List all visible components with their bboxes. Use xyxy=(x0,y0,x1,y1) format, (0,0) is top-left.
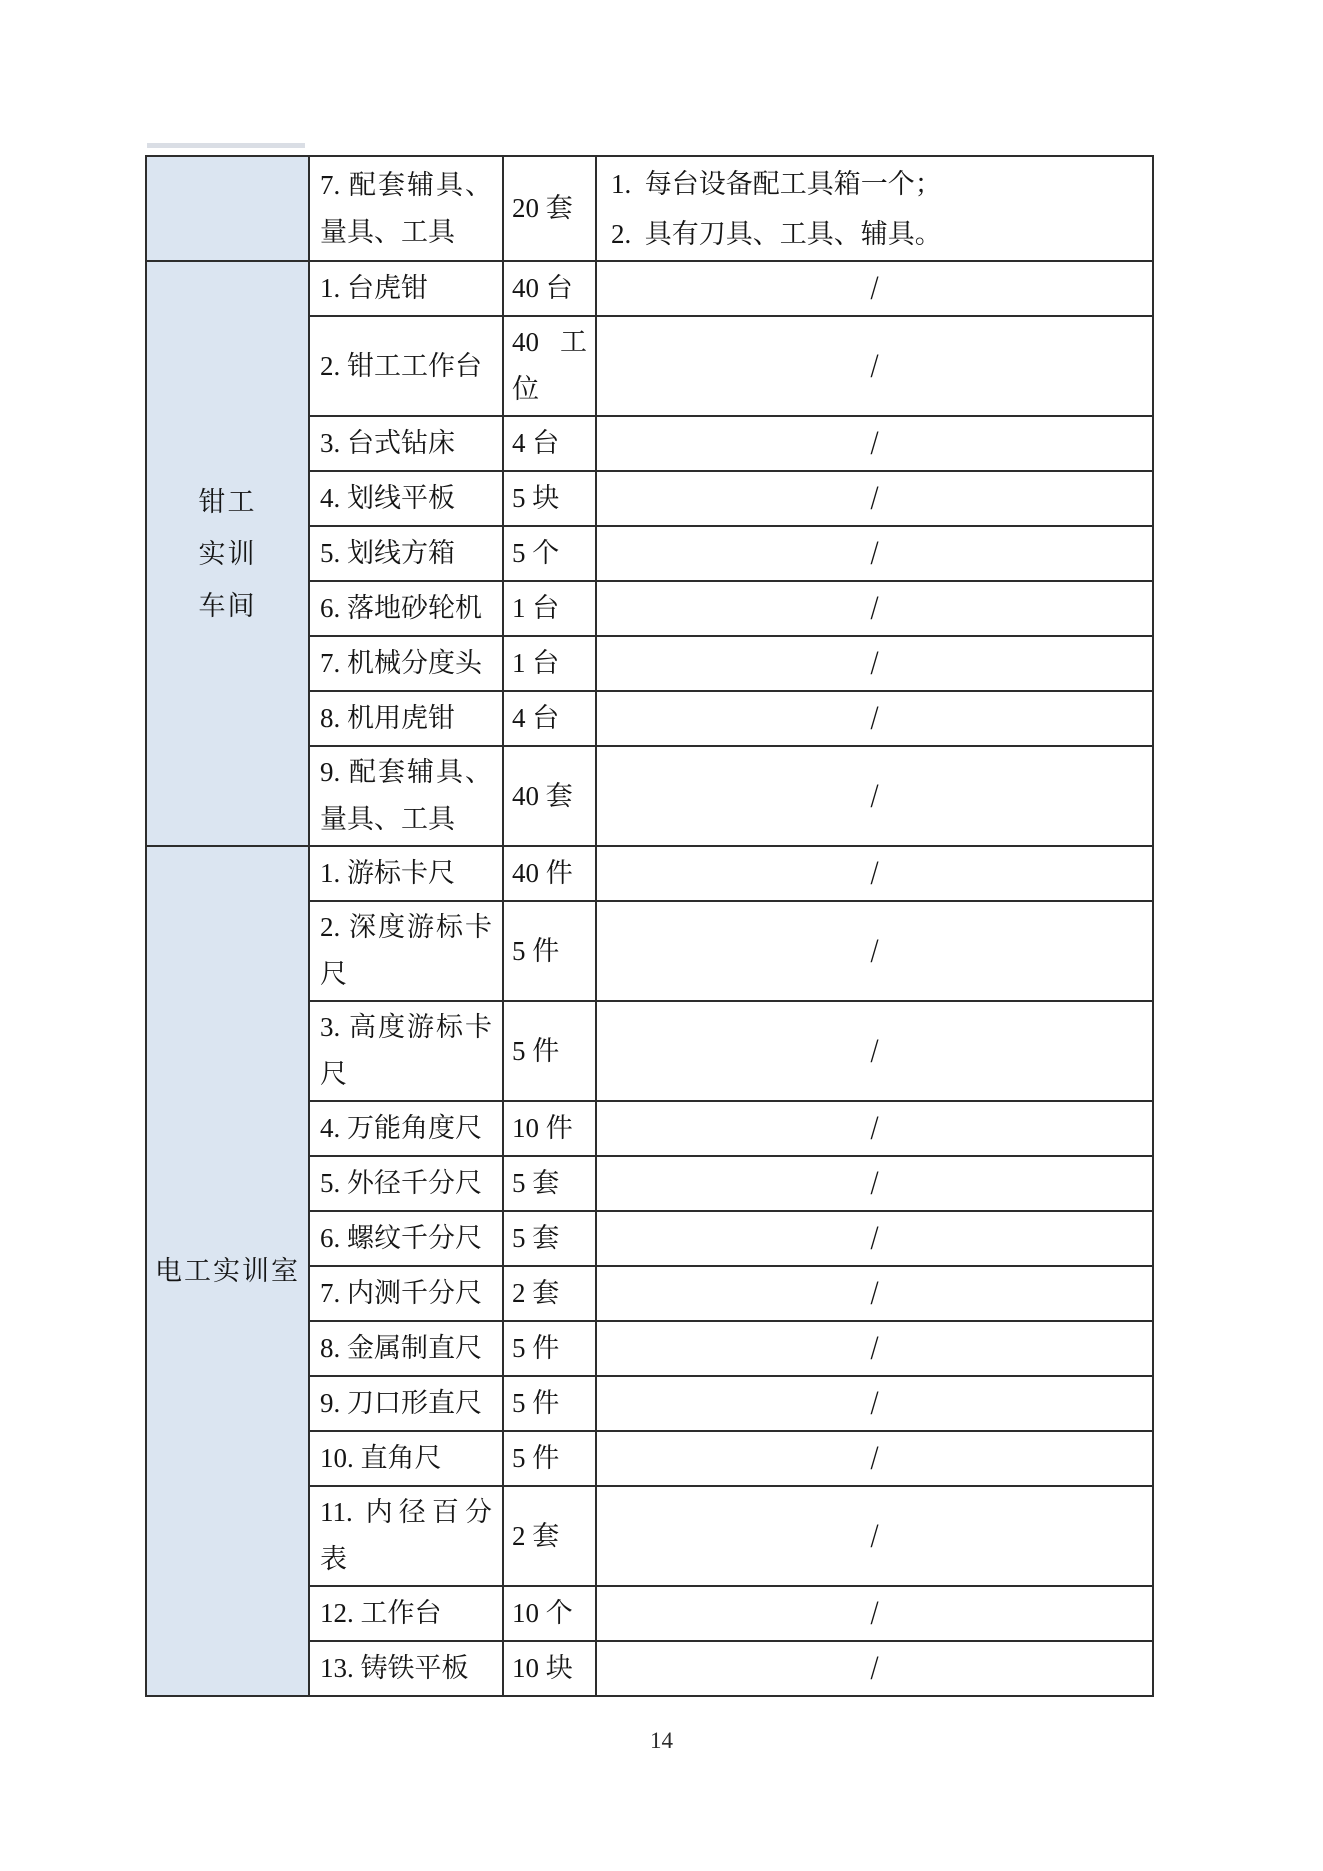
requirement-cell xyxy=(596,636,1153,691)
requirement-cell xyxy=(596,156,1153,261)
quantity-cell: 5 块 xyxy=(503,471,596,526)
item-cell: 2. 钳工工作台 xyxy=(309,316,503,416)
requirement-cell xyxy=(596,471,1153,526)
slash-placeholder: / xyxy=(870,1274,879,1312)
room-label-line: 钳工 xyxy=(198,486,257,517)
section-electrician-room xyxy=(146,846,1153,1696)
item-cell: 2. 深度游标卡尺 xyxy=(309,901,503,1001)
requirement-cell xyxy=(596,1266,1153,1321)
requirement-cell xyxy=(596,416,1153,471)
item-cell: 11. 内径百分表 xyxy=(309,1486,503,1586)
requirement-line: 2. 具有刀具、工具、辅具。 xyxy=(611,218,942,249)
item-cell: 9. 刀口形直尺 xyxy=(309,1376,503,1431)
slash-placeholder: / xyxy=(870,1032,879,1069)
quantity-cell: 40 台 xyxy=(503,261,596,316)
requirement-cell xyxy=(596,1321,1153,1376)
quantity-cell: 5 套 xyxy=(503,1156,596,1211)
item-cell: 4. 划线平板 xyxy=(309,471,503,526)
requirement-cell xyxy=(596,846,1153,901)
item-cell: 3. 台式钻床 xyxy=(309,416,503,471)
item-cell: 1. 游标卡尺 xyxy=(309,846,503,901)
requirement-cell xyxy=(596,1486,1153,1586)
quantity-cell: 2 套 xyxy=(503,1266,596,1321)
item-cell: 6. 落地砂轮机 xyxy=(309,581,503,636)
requirement-cell xyxy=(596,1376,1153,1431)
quantity-cell: 5 件 xyxy=(503,1376,596,1431)
slash-placeholder: / xyxy=(870,1594,879,1632)
slash-placeholder: / xyxy=(870,1439,879,1477)
item-cell: 8. 金属制直尺 xyxy=(309,1321,503,1376)
scan-artifact-line xyxy=(147,143,305,148)
room-label-cell xyxy=(146,846,309,1696)
quantity-cell: 40 件 xyxy=(503,846,596,901)
requirement-cell xyxy=(596,581,1153,636)
requirement-cell xyxy=(596,1001,1153,1101)
requirement-cell xyxy=(596,691,1153,746)
quantity-cell: 5 件 xyxy=(503,901,596,1001)
table-row xyxy=(146,846,1153,901)
requirement-cell xyxy=(596,261,1153,316)
slash-placeholder: / xyxy=(870,644,879,682)
slash-placeholder: / xyxy=(870,777,879,814)
item-cell: 5. 划线方箱 xyxy=(309,526,503,581)
quantity-cell: 5 件 xyxy=(503,1431,596,1486)
requirement-cell xyxy=(596,1211,1153,1266)
table-row xyxy=(146,156,1153,261)
item-cell: 5. 外径千分尺 xyxy=(309,1156,503,1211)
quantity-cell: 5 件 xyxy=(503,1321,596,1376)
slash-placeholder: / xyxy=(870,589,879,627)
requirement-cell xyxy=(596,526,1153,581)
item-cell: 9. 配套辅具、量具、工具 xyxy=(309,746,503,846)
requirement-cell xyxy=(596,1431,1153,1486)
quantity-cell: 4 台 xyxy=(503,691,596,746)
room-label-cell xyxy=(146,261,309,846)
requirement-cell xyxy=(596,1101,1153,1156)
item-cell: 1. 台虎钳 xyxy=(309,261,503,316)
slash-placeholder: / xyxy=(870,347,879,384)
requirement-cell xyxy=(596,1586,1153,1641)
slash-placeholder: / xyxy=(870,269,879,307)
room-label-line: 实训 xyxy=(198,538,257,569)
quantity-cell: 40 工位 xyxy=(503,316,596,416)
quantity-cell: 1 台 xyxy=(503,581,596,636)
room-label-cell-empty xyxy=(146,156,309,261)
section-fitter-workshop xyxy=(146,261,1153,846)
quantity-cell: 10 件 xyxy=(503,1101,596,1156)
requirement-cell xyxy=(596,316,1153,416)
item-cell: 13. 铸铁平板 xyxy=(309,1641,503,1696)
quantity-cell: 5 套 xyxy=(503,1211,596,1266)
page-number: 14 xyxy=(650,1728,673,1753)
slash-placeholder: / xyxy=(870,1164,879,1202)
slash-placeholder: / xyxy=(870,699,879,737)
quantity-cell: 20 套 xyxy=(503,156,596,261)
quantity-cell: 1 台 xyxy=(503,636,596,691)
item-cell: 3. 高度游标卡尺 xyxy=(309,1001,503,1101)
quantity-cell: 4 台 xyxy=(503,416,596,471)
quantity-cell: 2 套 xyxy=(503,1486,596,1586)
item-cell: 7. 内测千分尺 xyxy=(309,1266,503,1321)
slash-placeholder: / xyxy=(870,1384,879,1422)
requirement-cell xyxy=(596,901,1153,1001)
room-label-line: 车间 xyxy=(198,590,257,621)
item-cell: 7. 机械分度头 xyxy=(309,636,503,691)
item-cell: 10. 直角尺 xyxy=(309,1431,503,1486)
quantity-cell: 10 个 xyxy=(503,1586,596,1641)
room-label-line: 电工实训室 xyxy=(155,1256,300,1286)
item-cell: 8. 机用虎钳 xyxy=(309,691,503,746)
slash-placeholder: / xyxy=(870,1517,879,1554)
slash-placeholder: / xyxy=(870,534,879,572)
quantity-cell: 5 件 xyxy=(503,1001,596,1101)
slash-placeholder: / xyxy=(870,424,879,462)
requirement-cell xyxy=(596,1641,1153,1696)
slash-placeholder: / xyxy=(870,854,879,892)
quantity-cell: 10 块 xyxy=(503,1641,596,1696)
quantity-cell: 40 套 xyxy=(503,746,596,846)
section-continued xyxy=(146,156,1153,261)
requirement-line: 1. 每台设备配工具箱一个； xyxy=(611,168,942,199)
slash-placeholder: / xyxy=(870,1109,879,1147)
item-cell: 7. 配套辅具、量具、工具 xyxy=(309,156,503,261)
item-cell: 12. 工作台 xyxy=(309,1586,503,1641)
requirement-cell xyxy=(596,1156,1153,1211)
equipment-table xyxy=(145,155,1154,1697)
slash-placeholder: / xyxy=(870,479,879,517)
item-cell: 4. 万能角度尺 xyxy=(309,1101,503,1156)
slash-placeholder: / xyxy=(870,1649,879,1687)
slash-placeholder: / xyxy=(870,1329,879,1367)
slash-placeholder: / xyxy=(870,1219,879,1257)
slash-placeholder: / xyxy=(870,932,879,969)
requirement-cell xyxy=(596,746,1153,846)
item-cell: 6. 螺纹千分尺 xyxy=(309,1211,503,1266)
table-row xyxy=(146,261,1153,316)
quantity-cell: 5 个 xyxy=(503,526,596,581)
